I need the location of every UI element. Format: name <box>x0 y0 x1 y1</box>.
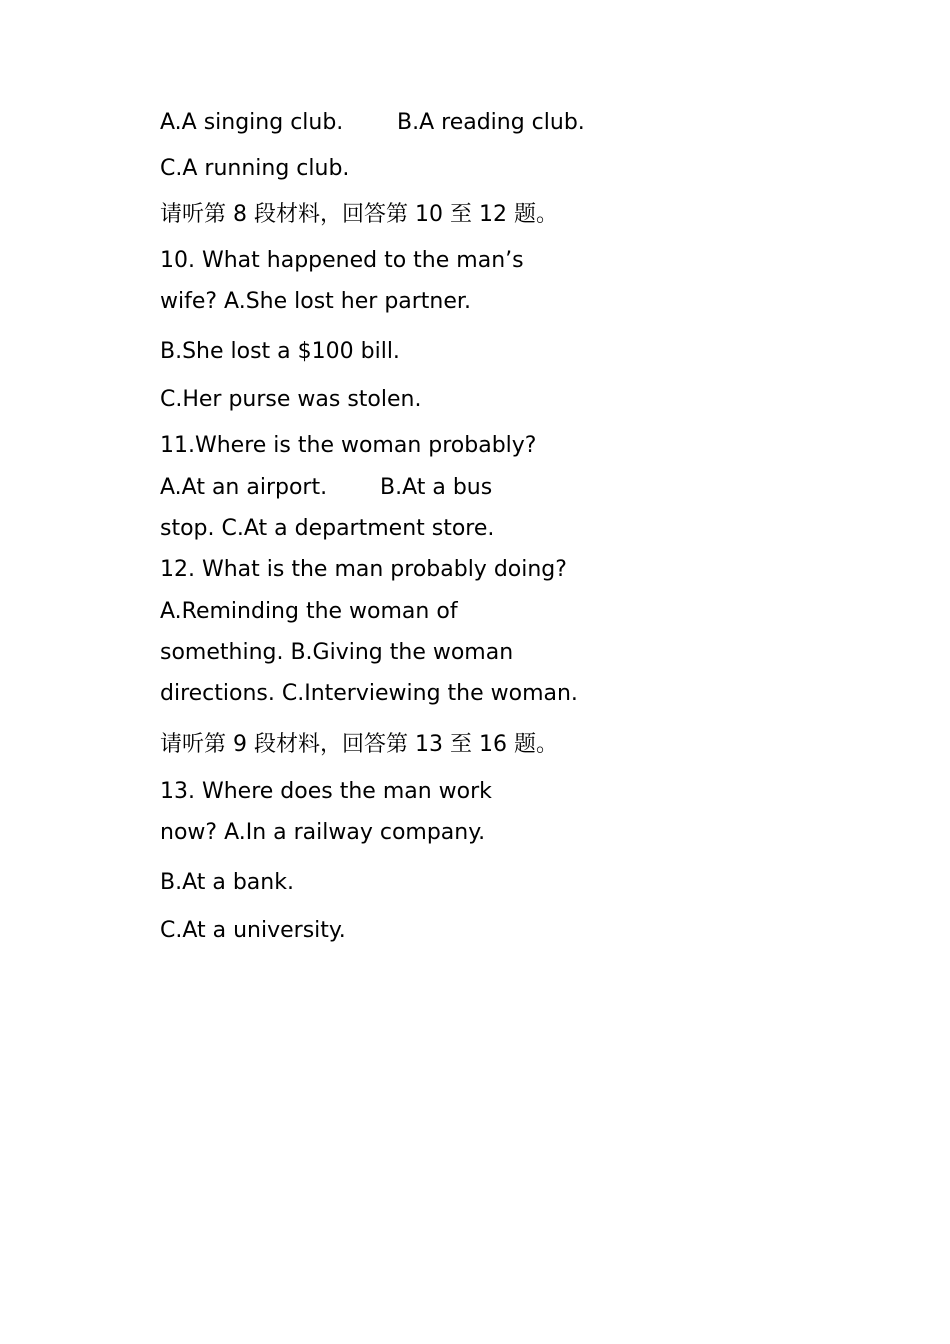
q12-question: 12. What is the man probably doing? <box>160 557 567 582</box>
q10-option-c: C.Her purse was stolen. <box>160 387 422 412</box>
q11-options-line3: stop. C.At a department store. <box>160 516 495 541</box>
q13-question-line1: 13. Where does the man work <box>160 779 492 804</box>
q10-option-b: B.She lost a $100 bill. <box>160 339 400 364</box>
q11-option-b: B.At a bus <box>380 475 493 500</box>
q9-option-b: B.A reading club. <box>397 110 585 135</box>
q10-question-line1: 10. What happened to the man’s <box>160 248 524 273</box>
q12-options-line2: A.Reminding the woman of <box>160 599 458 624</box>
q13-question-line2: now? A.In a railway company. <box>160 820 486 845</box>
q13-option-b: B.At a bank. <box>160 870 294 895</box>
q10-question-line2: wife? A.She lost her partner. <box>160 289 471 314</box>
section-8-instruction: 请听第 8 段材料，回答第 10 至 12 题。 <box>160 202 558 227</box>
q11-question: 11.Where is the woman probably? <box>160 433 537 458</box>
section-9-instruction: 请听第 9 段材料，回答第 13 至 16 题。 <box>160 732 558 757</box>
q13-option-c: C.At a university. <box>160 918 346 943</box>
q12-options-line3: something. B.Giving the woman <box>160 640 514 665</box>
q9-option-c: C.A running club. <box>160 156 350 181</box>
q9-option-a: A.A singing club. <box>160 110 344 135</box>
q11-option-a: A.At an airport. <box>160 475 328 500</box>
q12-options-line4: directions. C.Interviewing the woman. <box>160 681 578 706</box>
